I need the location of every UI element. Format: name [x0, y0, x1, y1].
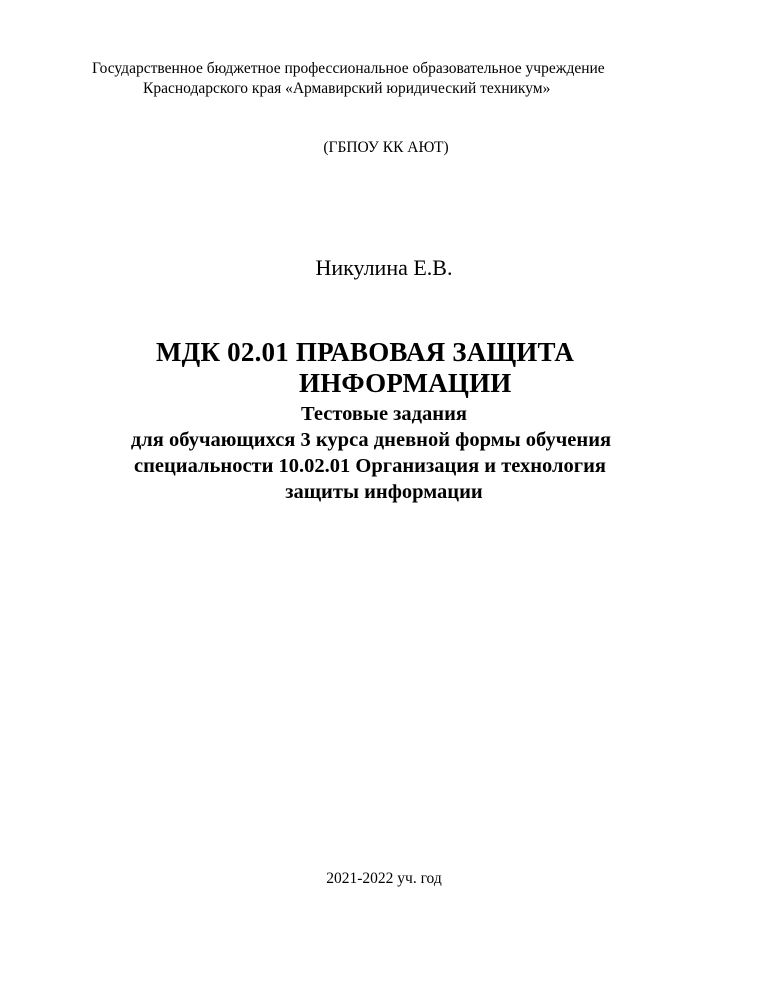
course-title-line-2: ИНФОРМАЦИИ — [299, 368, 512, 398]
subtitle-line-4: защиты информации — [285, 481, 483, 503]
academic-year: 2021-2022 уч. год — [326, 870, 442, 887]
subtitle-line-1: Тестовые задания — [300, 403, 467, 425]
subtitle-line-2: для обучающихся 3 курса дневной формы обучения — [130, 429, 612, 451]
institution-name-line-1: Государственное бюджетное профессиональное образовательное учреждение — [92, 60, 605, 77]
institution-name-line-2: Краснодарского края «Армавирский юридический техникум» — [143, 80, 551, 97]
author-name: Никулина Е.В. — [315, 255, 453, 280]
institution-abbreviation: (ГБПОУ КК АЮТ) — [323, 139, 449, 156]
course-title-line-1: МДК 02.01 ПРАВОВАЯ ЗАЩИТА — [156, 337, 575, 367]
subtitle-line-3: специальности 10.02.01 Организация и технология — [133, 455, 606, 477]
